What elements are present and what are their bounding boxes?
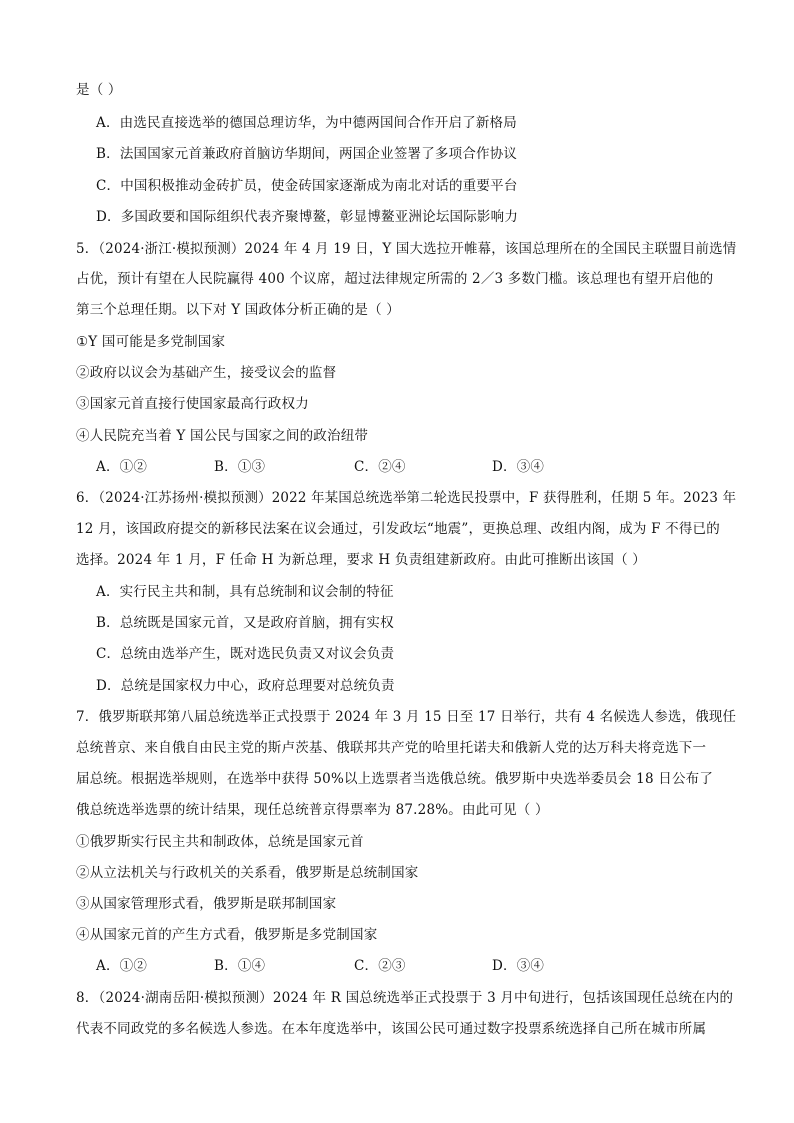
q7-statement-3: ③从国家管理形式看，俄罗斯是联邦制国家 <box>76 896 337 912</box>
q5-statement-2: ②政府以议会为基础产生，接受议会的监督 <box>76 365 337 381</box>
q5-statement-3: ③国家元首直接行使国家最高行政权力 <box>76 396 309 412</box>
q6-stem-line-3: 选择。2024 年 1 月，F 任命 H 为新总理，要求 H 负责组建新政府。由此可推断出该国（ ） <box>76 552 646 568</box>
q6-option-a: A．实行民主共和制，具有总统制和议会制的特征 <box>96 584 394 600</box>
q5-stem-line-1: 5．（2024·浙江·模拟预测）2024 年 4 月 19 日，Y 国大选拉开帷幕，该国总理所在的全国民主联盟目前选情 <box>76 241 737 257</box>
q4-option-d: D．多国政要和国际组织代表齐聚博鳌，彰显博鳌亚洲论坛国际影响力 <box>96 209 519 225</box>
q4-option-a: A．由选民直接选举的德国总理访华，为中德两国间合作开启了新格局 <box>96 115 517 131</box>
q7-stem-line-1: 7．俄罗斯联邦第八届总统选举正式投票于 2024 年 3 月 15 日至 17 日举行，共有 4 名候选人参选，俄现任 <box>76 709 737 725</box>
q5-stem-line-3: 第三个总理任期。以下对 Y 国政体分析正确的是（ ） <box>76 302 400 318</box>
q8-stem-line-1: 8．（2024·湖南岳阳·模拟预测）2024 年 R 国总统选举正式投票于 3 月中旬进行，包括该国现任总统在内的 <box>76 990 734 1006</box>
q6-option-c: C．总统由选举产生，既对选民负责又对议会负责 <box>96 646 395 662</box>
q5-statement-4: ④人民院充当着 Y 国公民与国家之间的政治纽带 <box>76 428 369 444</box>
q5-choice-b: B．①③ <box>214 459 266 475</box>
q7-stem-line-2: 总统普京、来自俄自由民主党的斯卢茨基、俄联邦共产党的哈里托诺夫和俄新人党的达万科夫将竞选下一 <box>76 740 707 756</box>
q7-statement-1: ①俄罗斯实行民主共和制政体，总统是国家元首 <box>76 834 364 850</box>
q7-stem-line-3: 届总统。根据选举规则，在选举中获得 50%以上选票者当选俄总统。俄罗斯中央选举委员会 18 日公布了 <box>76 771 714 787</box>
q7-choice-b: B．①④ <box>214 958 266 974</box>
q5-choice-a: A．①② <box>96 459 148 475</box>
q5-choice-d: D．③④ <box>492 459 545 475</box>
q7-choice-d: D．③④ <box>492 958 545 974</box>
q7-choice-c: C．②③ <box>354 958 406 974</box>
q5-stem-line-2: 占优，预计有望在人民院赢得 400 个议席，超过法律规定所需的 2／3 多数门槛。该总理也有望开启他的 <box>76 271 714 287</box>
q8-stem-line-2: 代表不同政党的多名候选人参选。在本年度选举中，该国公民可通过数字投票系统选择自己所在城市所属 <box>76 1021 707 1037</box>
q7-choice-a: A．①② <box>96 958 148 974</box>
q4-stem-tail: 是（ ） <box>76 82 122 98</box>
q7-statement-4: ④从国家元首的产生方式看，俄罗斯是多党制国家 <box>76 927 378 943</box>
q6-option-b: B．总统既是国家元首，又是政府首脑，拥有实权 <box>96 615 394 631</box>
q7-statement-2: ②从立法机关与行政机关的关系看，俄罗斯是总统制国家 <box>76 865 419 881</box>
q6-option-d: D．总统是国家权力中心，政府总理要对总统负责 <box>96 678 395 694</box>
q4-option-c: C．中国积极推动金砖扩员，使金砖国家逐渐成为南北对话的重要平台 <box>96 178 518 194</box>
q5-choice-c: C．②④ <box>354 459 406 475</box>
q5-statement-1: ①Y 国可能是多党制国家 <box>76 334 226 350</box>
q6-stem-line-1: 6．（2024·江苏扬州·模拟预测）2022 年某国总统选举第二轮选民投票中，F 获得胜利，任期 5 年。2023 年 <box>76 490 737 506</box>
q4-option-b: B．法国国家元首兼政府首脑访华期间，两国企业签署了多项合作协议 <box>96 146 518 162</box>
q7-stem-line-4: 俄总统选举选票的统计结果，现任总统普京得票率为 87.28%。由此可见（ ） <box>76 802 549 818</box>
q6-stem-line-2: 12 月，该国政府提交的新移民法案在议会通过，引发政坛“地震”，更换总理、改组内阁，成为 F 不得已的 <box>76 521 720 537</box>
